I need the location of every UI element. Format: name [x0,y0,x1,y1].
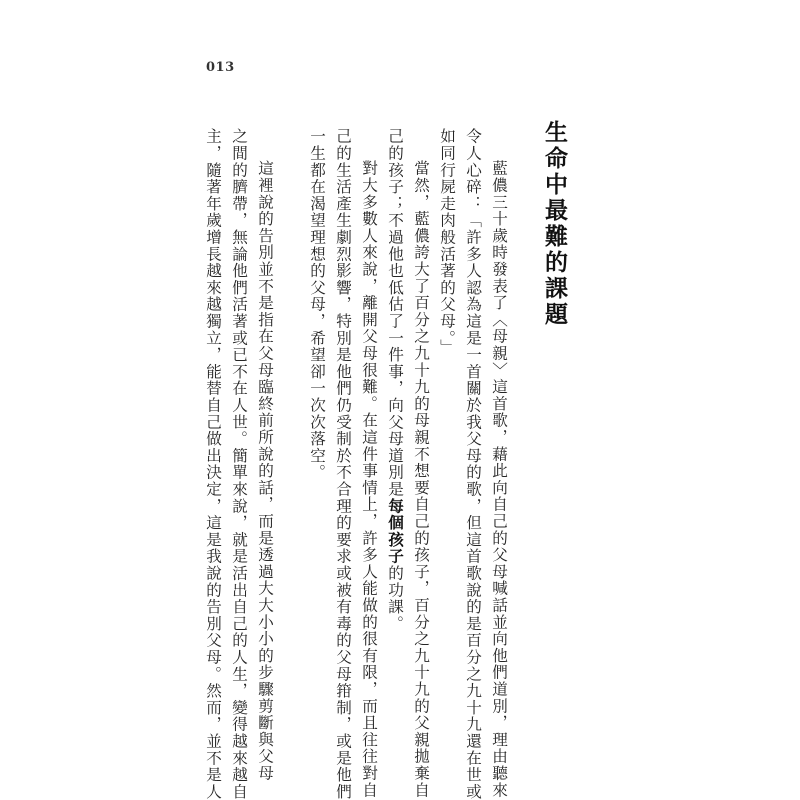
text-column-5-part-2: 的功課。 [386,564,404,633]
page-number: 013 [206,60,235,75]
text-column-8: 一生都在渴望理想的父母，希望卻一次次落空。 [308,128,326,481]
text-column-1: 藍儂三十歲時發表了〈母親〉這首歌，藉此向自己的父母喊話並向他們道別，理由聽來 [490,160,508,799]
text-column-5-part-1: 己的孩子；不過他也低估了一件事，向父母道別是 [386,128,404,498]
text-column-5 [382,128,408,632]
text-column-6: 對大多數人來說，離開父母很難。在這件事情上，許多人能做的很有限，而且往往對自 [360,160,378,799]
text-column-4: 當然，藍儂誇大了百分之九十九的母親不想要自己的孩子，百分之九十九的父親拋棄自 [412,160,430,799]
text-column-11: 主，隨著年歲增長越來越獨立，能替自己做出決定，這是我說的告別父母。然而，並不是人 [204,128,222,800]
text-column-7: 己的生活產生劇烈影響，特別是他們仍受制於不合理的要求或被有毒的父母箝制，或是他們 [334,128,352,800]
text-column-10: 之間的臍帶，無論他們活著或已不在人世。簡單來說，就是活出自己的人生，變得越來越自 [230,128,248,800]
emphasis-every-child: 每個孩子 [386,497,405,565]
text-column-2: 令人心碎：「許多人認為這是一首關於我父母的歌，但這首歌說的是百分之九十九還在世或 [464,128,482,800]
text-column-3: 如同行屍走肉般活著的父母。」 [438,128,456,356]
chapter-title: 生命中最難的課題 [541,120,568,328]
text-column-9: 這裡說的告別並不是指在父母臨終前所說的話，而是透過大大小小的步驟剪斷與父母 [256,160,274,782]
